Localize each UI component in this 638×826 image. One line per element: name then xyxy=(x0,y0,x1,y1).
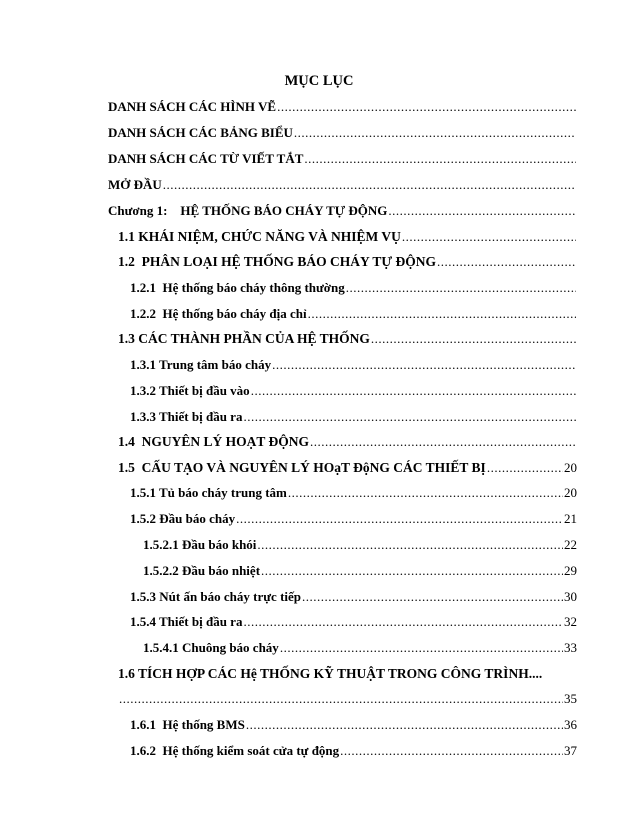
toc-entry-label: 1.5.4 Thiết bị đầu ra xyxy=(130,614,243,629)
toc-entry-1-2[interactable] xyxy=(118,254,577,270)
toc-page-number: 35 xyxy=(564,691,577,706)
toc-entry-label: 1.6.2 Hệ thống kiểm soát cửa tự động xyxy=(130,743,340,758)
toc-entry-label: DANH SÁCH CÁC HÌNH VẼ xyxy=(108,99,277,114)
dot-leader xyxy=(243,409,576,425)
toc-entry-label: DANH SÁCH CÁC BẢNG BIỂU xyxy=(108,125,293,140)
toc-entry-1-6-2[interactable] xyxy=(130,743,577,759)
toc-entry-chapter-1[interactable] xyxy=(108,203,577,219)
toc-entry-label: 1.1 KHÁI NIỆM, CHỨC NĂNG VÀ NHIỆM VỤ xyxy=(118,229,401,244)
toc-entry-label: 1.5.4.1 Chuông báo cháy xyxy=(143,640,279,655)
dot-leader xyxy=(302,589,563,605)
dot-leader xyxy=(388,203,576,219)
dot-leader xyxy=(288,485,563,501)
toc-entry-label: 1.5.2.1 Đầu báo khói xyxy=(143,537,257,552)
toc-entry-1-4[interactable] xyxy=(118,434,577,450)
dot-leader xyxy=(261,563,563,579)
toc-page-number: 30 xyxy=(564,589,577,604)
toc-entry-label: 1.6.1 Hệ thống BMS xyxy=(130,717,245,732)
toc-entry-1-3-3[interactable] xyxy=(130,409,577,425)
dot-leader xyxy=(277,99,576,115)
dot-leader xyxy=(308,306,576,322)
dot-leader xyxy=(346,280,576,296)
toc-entry-1-5-1[interactable] xyxy=(130,485,577,501)
toc-entry-label: 1.5.1 Tủ báo cháy trung tâm xyxy=(130,485,287,500)
toc-entry-1-6-1[interactable] xyxy=(130,717,577,733)
toc-entry-list-of-figures[interactable] xyxy=(108,99,577,115)
dot-leader xyxy=(310,434,576,450)
toc-entry-1-3[interactable] xyxy=(118,331,577,347)
toc-page-number: 37 xyxy=(564,743,577,758)
page-title: MỤC LỤC xyxy=(284,73,354,89)
toc-page-number: 33 xyxy=(564,640,577,655)
toc-entry-1-6-continuation[interactable] xyxy=(118,691,577,707)
toc-entry-label: 1.5.2 Đầu báo cháy xyxy=(130,511,236,526)
toc-entry-label: 1.5.2.2 Đầu báo nhiệt xyxy=(143,563,261,578)
dot-leader xyxy=(272,357,576,373)
dot-leader xyxy=(243,614,563,630)
toc-entry-label: MỞ ĐẦU xyxy=(108,177,162,192)
toc-entry-abbreviations[interactable] xyxy=(108,151,577,167)
dot-leader xyxy=(257,537,563,553)
dot-leader xyxy=(402,229,576,245)
toc-entry-1-5-2-1[interactable] xyxy=(143,537,577,553)
dot-leader xyxy=(119,691,563,707)
toc-page-number: 22 xyxy=(564,537,577,552)
toc-entry-label: 1.6 TÍCH HỢP CÁC Hệ THỐNG KỸ THUẬT TRONG CÔNG TRÌNH.... xyxy=(118,666,543,681)
toc-entry-1-5-3[interactable] xyxy=(130,589,577,605)
dot-leader xyxy=(236,511,563,527)
toc-page-number: 36 xyxy=(564,717,577,732)
toc-entry-label: 1.5.3 Nút ấn báo cháy trực tiếp xyxy=(130,589,302,604)
toc-entry-1-2-2[interactable] xyxy=(130,306,577,322)
toc-entry-label: 1.2 PHÂN LOẠI HỆ THỐNG BÁO CHÁY TỰ ĐỘNG xyxy=(118,254,437,269)
toc-entry-1-3-2[interactable] xyxy=(130,383,577,399)
toc-entry-1-5-4[interactable] xyxy=(130,614,577,630)
dot-leader xyxy=(163,177,576,193)
toc-page-number: 32 xyxy=(564,614,577,629)
toc-entry-1-6[interactable] xyxy=(118,666,577,682)
toc-entry-1-5-2-2[interactable] xyxy=(143,563,577,579)
toc-entry-label: 1.2.2 Hệ thống báo cháy địa chỉ xyxy=(130,306,307,321)
toc-page-number: 20 xyxy=(564,460,577,475)
toc-page-number: 20 xyxy=(564,485,577,500)
dot-leader xyxy=(304,151,576,167)
toc-entry-label: Chương 1: HỆ THỐNG BÁO CHÁY TỰ ĐỘNG xyxy=(108,203,388,218)
toc-entry-1-5[interactable] xyxy=(118,460,577,476)
dot-leader xyxy=(251,383,576,399)
toc-entry-label: 1.5 CẤU TẠO VÀ NGUYÊN LÝ HOạT ĐộNG CÁC THIẾT BỊ xyxy=(118,460,486,475)
toc-entry-1-5-4-1[interactable] xyxy=(143,640,577,656)
toc-entry-introduction[interactable] xyxy=(108,177,577,193)
toc-page-number: 21 xyxy=(564,511,577,526)
dot-leader xyxy=(487,460,563,476)
toc-entry-1-1[interactable] xyxy=(118,229,577,245)
toc-entry-list-of-tables[interactable] xyxy=(108,125,577,141)
dot-leader xyxy=(437,254,576,270)
dot-leader xyxy=(294,125,576,141)
toc-entry-label: 1.4 NGUYÊN LÝ HOẠT ĐỘNG xyxy=(118,434,310,449)
toc-entry-1-2-1[interactable] xyxy=(130,280,577,296)
toc-page-number: 29 xyxy=(564,563,577,578)
toc-entry-1-3-1[interactable] xyxy=(130,357,577,373)
dot-leader xyxy=(246,717,563,733)
toc-entry-label: 1.3 CÁC THÀNH PHẦN CỦA HỆ THỐNG xyxy=(118,331,370,346)
dot-leader xyxy=(280,640,563,656)
toc-entry-label: 1.2.1 Hệ thống báo cháy thông thường xyxy=(130,280,345,295)
toc-entry-1-5-2[interactable] xyxy=(130,511,577,527)
toc-entry-label: DANH SÁCH CÁC TỪ VIẾT TẮT xyxy=(108,151,304,166)
toc-entry-label: 1.3.1 Trung tâm báo cháy xyxy=(130,357,272,372)
dot-leader xyxy=(371,331,576,347)
dot-leader xyxy=(340,743,563,759)
toc-entry-label: 1.3.3 Thiết bị đầu ra xyxy=(130,409,243,424)
toc-entry-label: 1.3.2 Thiết bị đầu vào xyxy=(130,383,250,398)
